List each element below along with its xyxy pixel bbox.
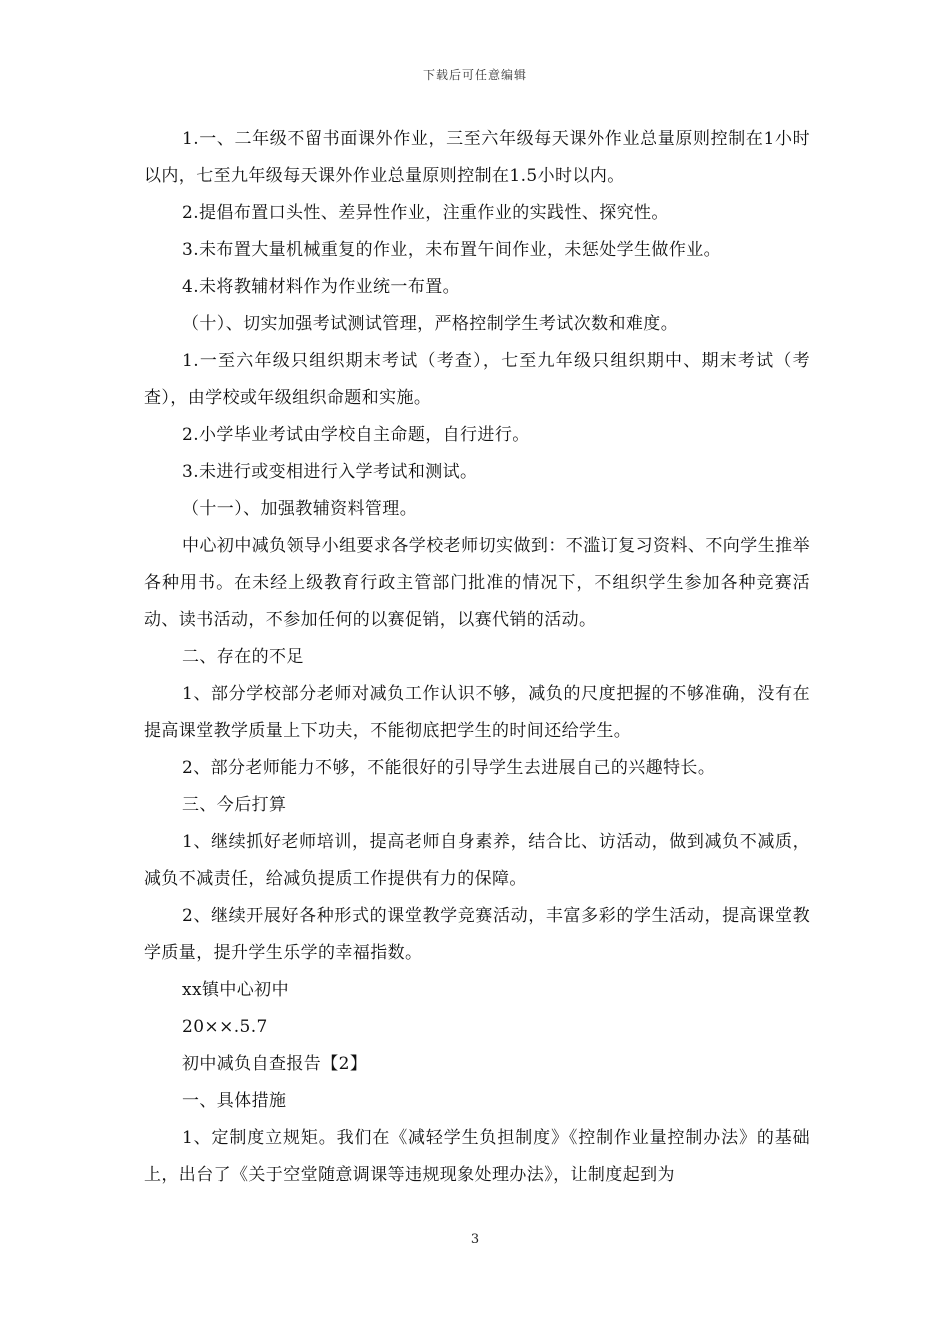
signature-date: 20××.5.7 [182, 1017, 268, 1037]
paragraph: 1、继续抓好老师培训，提高老师自身素养，结合比、访活动，做到减负不减质，减负不减责任，给减负提质工作提供有力的保障。 [144, 832, 810, 889]
section-heading: 二、存在的不足 [182, 647, 304, 667]
paragraph: 3.未进行或变相进行入学考试和测试。 [182, 462, 478, 482]
section-heading: （十一）、加强教辅资料管理。 [182, 499, 418, 519]
paragraph: 1、定制度立规矩。我们在《减轻学生负担制度》《控制作业量控制办法》的基础上，出台了《关于空堂随意调课等违规现象处理办法》，让制度起到为 [144, 1128, 810, 1185]
page-number: 3 [470, 1232, 480, 1247]
paragraph: 2.提倡布置口头性、差异性作业，注重作业的实践性、探究性。 [182, 203, 669, 223]
signature-organization: xx镇中心初中 [182, 980, 289, 1000]
download-note-header: 下载后可任意编辑 [422, 68, 527, 82]
paragraph: 4.未将教辅材料作为作业统一布置。 [182, 277, 461, 297]
report-title: 初中减负自查报告【2】 [182, 1054, 368, 1074]
paragraph: 2、部分老师能力不够，不能很好的引导学生去进展自己的兴趣特长。 [182, 758, 716, 778]
document-body [144, 121, 810, 1194]
section-heading: 一、具体措施 [182, 1091, 287, 1111]
section-heading: 三、今后打算 [182, 795, 287, 815]
paragraph: 2、继续开展好各种形式的课堂教学竞赛活动，丰富多彩的学生活动，提高课堂教学质量，提升学生乐学的幸福指数。 [144, 906, 810, 963]
section-heading: （十）、切实加强考试测试管理，严格控制学生考试次数和难度。 [182, 314, 679, 334]
paragraph: 2.小学毕业考试由学校自主命题，自行进行。 [182, 425, 530, 445]
paragraph: 1.一至六年级只组织期末考试（考查），七至九年级只组织期中、期末考试（考查），由学校或年级组织命题和实施。 [144, 351, 810, 408]
paragraph: 3.未布置大量机械重复的作业，未布置午间作业，未惩处学生做作业。 [182, 240, 722, 260]
paragraph: 1、部分学校部分老师对减负工作认识不够，减负的尺度把握的不够准确，没有在提高课堂教学质量上下功夫，不能彻底把学生的时间还给学生。 [144, 684, 810, 741]
paragraph: 中心初中减负领导小组要求各学校老师切实做到：不滥订复习资料、不向学生推举各种用书。在未经上级教育行政主管部门批准的情况下，不组织学生参加各种竞赛活动、读书活动，不参加任何的以赛促销，以赛代销的活动。 [144, 536, 810, 630]
paragraph: 1.一、二年级不留书面课外作业，三至六年级每天课外作业总量原则控制在1小时以内，七至九年级每天课外作业总量原则控制在1.5小时以内。 [144, 129, 810, 186]
